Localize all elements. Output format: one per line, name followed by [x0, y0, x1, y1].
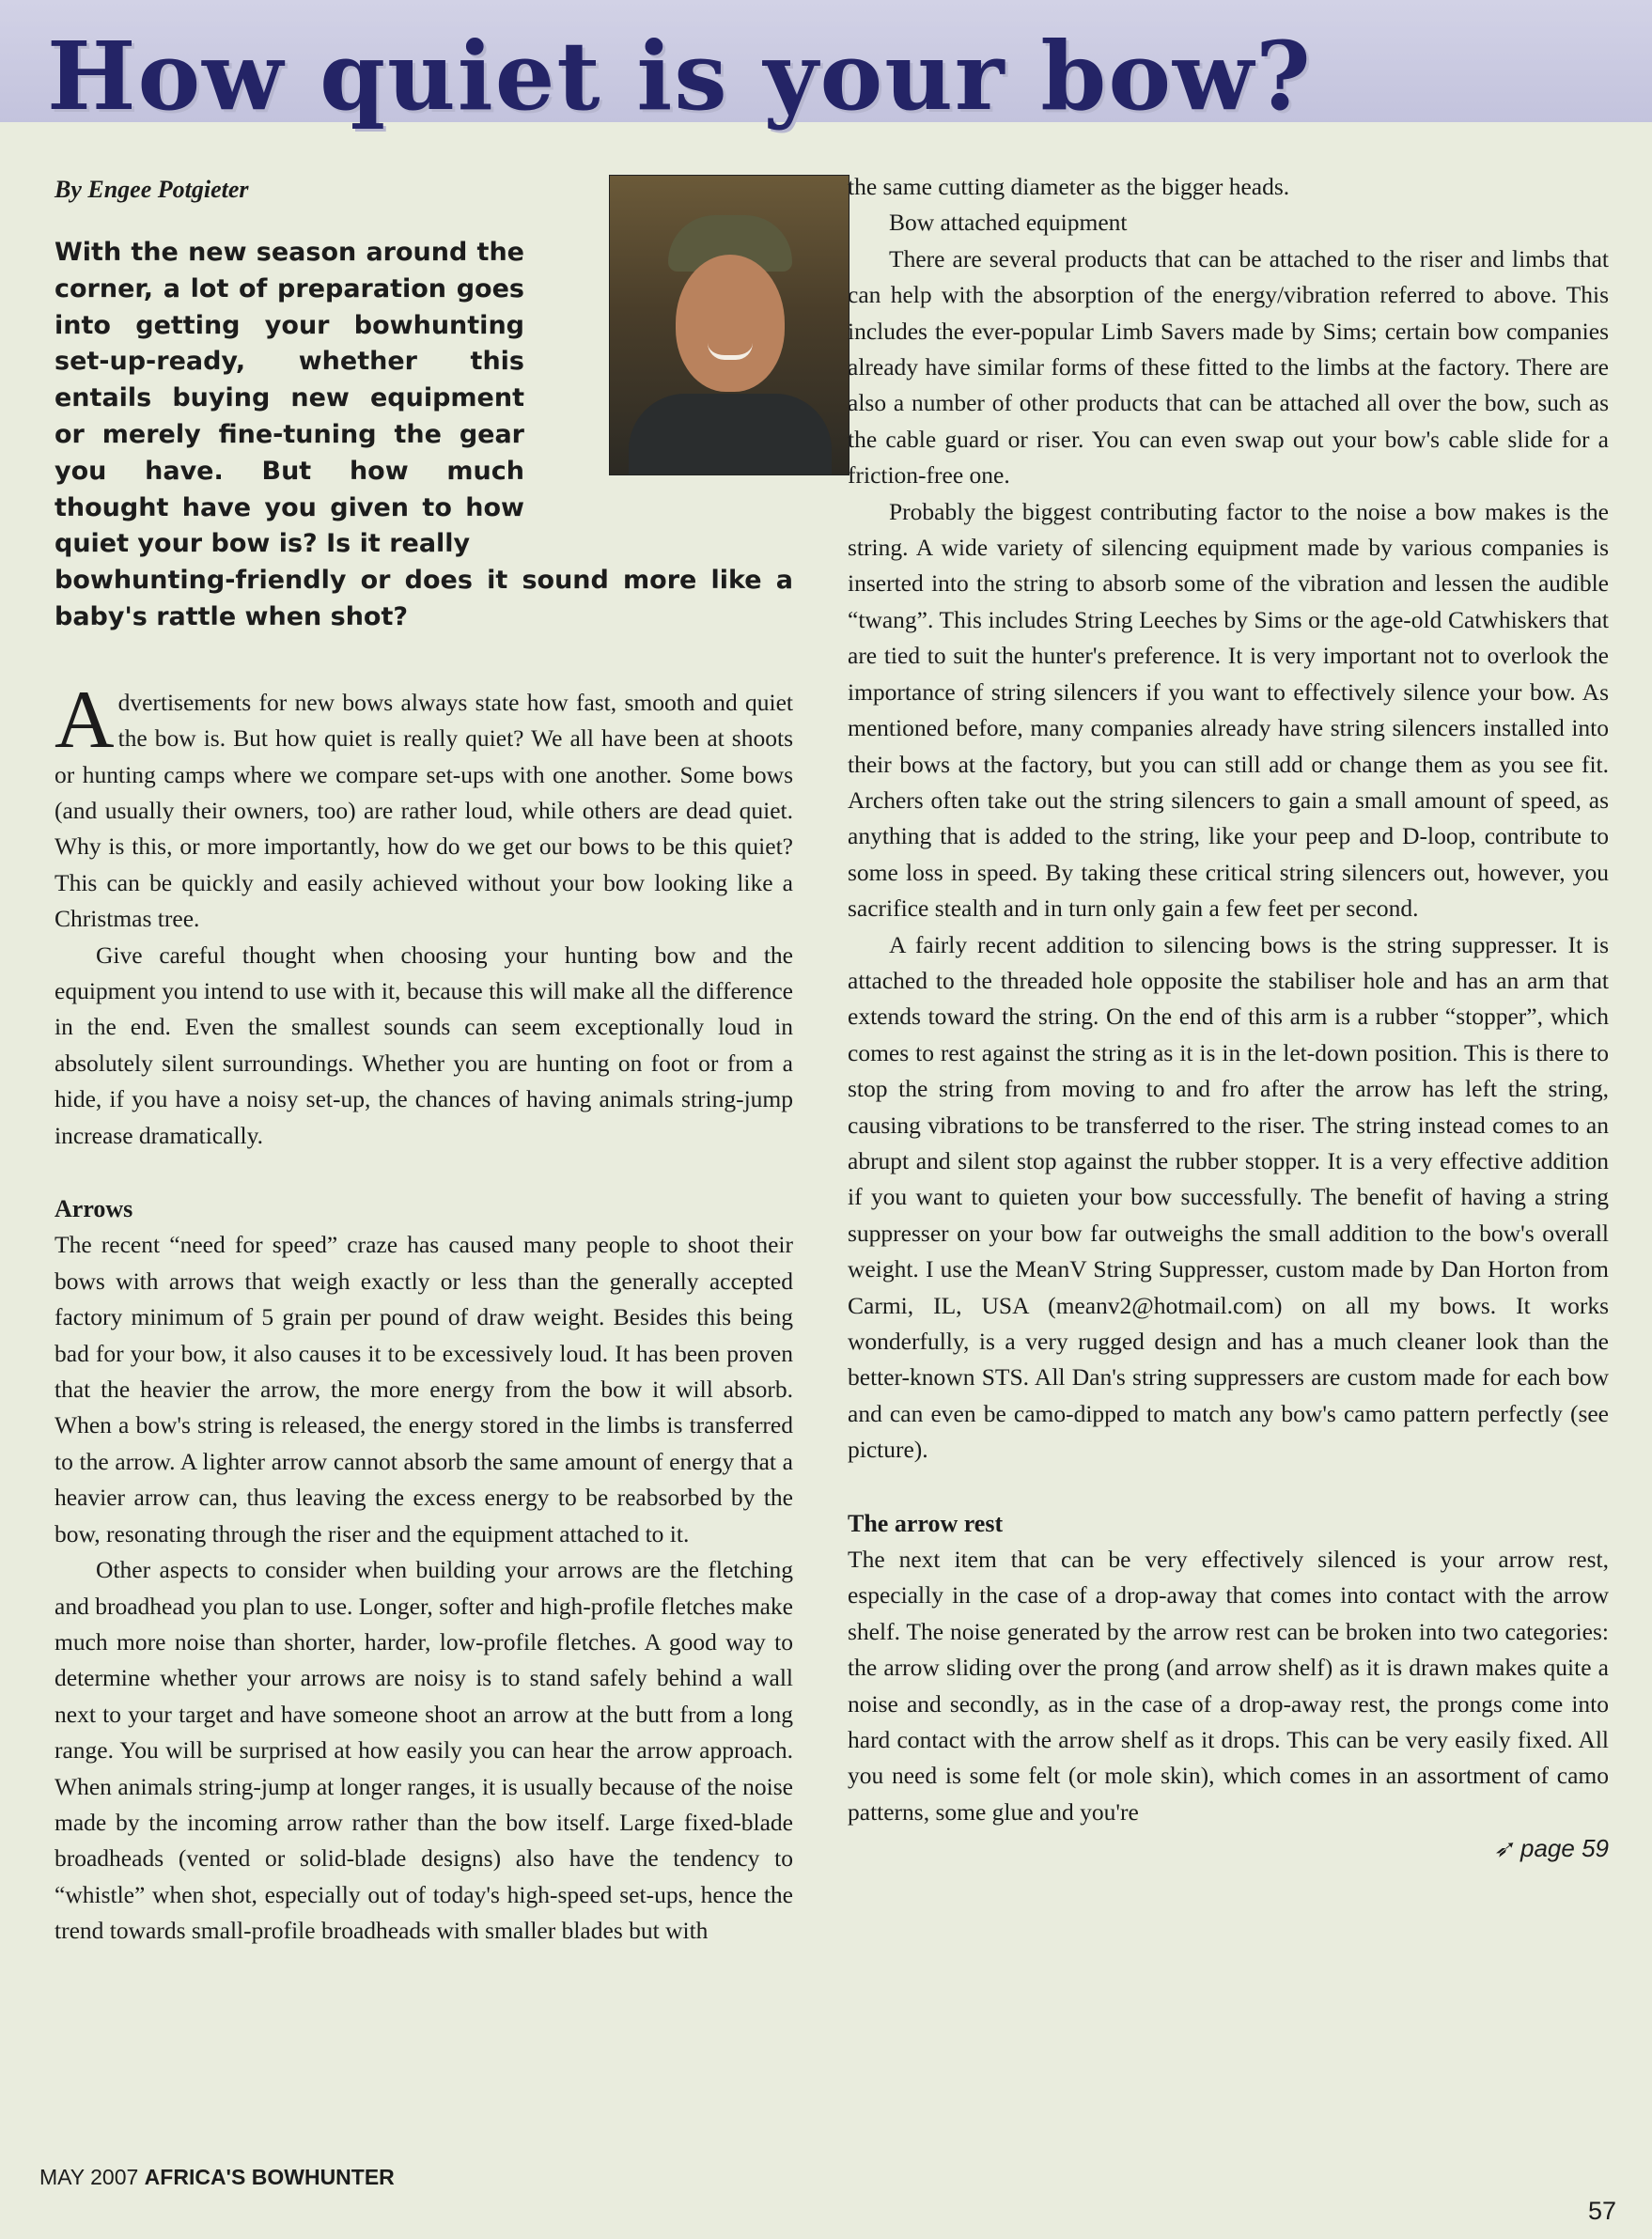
lead-text-wide: bowhunting-friendly or does it sound more like a baby's rattle when shot?	[55, 566, 793, 631]
paragraph-arrow-rest: The next item that can be very effectively silenced is your arrow rest, especially in the case of a drop-away that comes into contact with the arrow shelf. The noise generated by the arrow rest can be broken into two categories: the arrow sliding over the prong (and arrow shelf) as it is drawn makes quite a noise and secondly, as in the case of a drop-away rest, the prongs come into hard contact with the arrow shelf as it drops. This can be very easily fixed. All you need is some felt (or mole skin), which comes in an assortment of camo patterns, some glue and you're	[848, 1546, 1609, 1826]
paragraph-equipment-choice: Give careful thought when choosing your hunting bow and the equipment you intend to use with it, because this will make all the difference in the end. Even the smallest sounds can seem exceptionally loud in absolutely silent surroundings. Whether you are hunting on foot or from a hide, if you have a noisy set-up, the chances of having animals string-jump increase dramatically.	[55, 941, 793, 1149]
paragraph-string-suppresser: A fairly recent addition to silencing bows is the string suppresser. It is attached to the threaded hole opposite the stabiliser hole and has an arm that extends toward the string. On the end of this arm is a rubber “stopper”, which comes to rest against the string as it is in the let-down position. This is there to stop the string from moving to and fro after the arrow has left the string, causing vibrations to be transferred to the riser. The string instead comes to an abrupt and silent stop against the rubber stopper. It is a very effective addition if you want to quieten your bow successfully. The benefit of having a string suppresser on your bow far outweighs the small addition to the bow's overall weight. I use the MeanV String Suppresser, custom made by Dan Horton from Carmi, IL, USA (meanv2@hotmail.com) on all my bows. It works wonderfully, is a very rugged design and has a much cleaner look than the better-known STS. All Dan's string suppressers are custom made for each bow and can even be camo-dipped to match any bow's camo pattern perfectly (see picture).	[848, 930, 1609, 1464]
paragraph-attached-products: There are several products that can be attached to the riser and limbs that can help with the absorption of the energy/vibration referred to above. This includes the ever-popular Limb Savers made by Sims; certain bow companies already have similar forms of these fitted to the limbs at the factory. There are also a number of other products that can be attached all over the bow, such as the cable guard or riser. You can even swap out your bow's cable slide for a friction-free one.	[848, 244, 1609, 490]
arrow-icon: ➶	[1493, 1834, 1521, 1863]
author-photo	[609, 175, 849, 475]
continued-on-page	[848, 1830, 1609, 1866]
paragraph-intro	[55, 674, 793, 938]
right-column	[848, 169, 1609, 1866]
paragraph-string-silencers: Probably the biggest contributing factor to the noise a bow makes is the string. A wide variety of silencing equipment made by various companies is inserted into the string to absorb some of the vibration and lessen the audible “twang”. This includes String Leeches by Sims or the age-old Catwhiskers that are tied to suit the hunter's preference. It is very important not to overlook the importance of string silencers if you want to effectively silence your bow. As mentioned before, many companies already have string silencers installed into their bows at the factory, but you can still add or change them as you see fit. Archers often take out the string silencers to gain a small amount of speed, as anything that is added to the string, like your peep and D-loop, contribute to some loss in speed. By taking these critical string silencers out, however, you sacrifice stealth and in turn only gain a few feet per second.	[848, 497, 1609, 923]
line-bow-attached-equipment: Bow attached equipment	[889, 209, 1128, 237]
paragraph-intro-text: dvertisements for new bows always state how fast, smooth and quiet the bow is. But how quiet is really quiet? We all have been at shoots or hunting camps where we compare set-ups with one another. Some bows (and usually their owners, too) are rather loud, while others are dead quiet. Why is this, or more importantly, how do we get our bows to be this quiet? This can be quickly and easily achieved without your bow looking like a Christmas tree.	[55, 688, 793, 933]
continued-page-label: page 59	[1520, 1834, 1609, 1863]
magazine-name: AFRICA'S BOWHUNTER	[144, 2165, 395, 2189]
face-shape	[676, 255, 785, 392]
paragraph-arrow-weight: The recent “need for speed” craze has caused many people to shoot their bows with arrows that weigh exactly or less than the generally accepted factory minimum of 5 grain per pound of draw weight. Besides this being bad for your bow, it also causes it to be excessively loud. It has been proven that the heavier the arrow, the more energy from the bow it will absorb. When a bow's string is released, the energy stored in the limbs is transferred to the arrow. A lighter arrow cannot absorb the same amount of energy that a heavier arrow can, thus leaving the excess energy to be reabsorbed by the bow, resonating through the riser and the equipment attached to it.	[55, 1231, 793, 1547]
drop-cap: A	[55, 674, 115, 766]
heading-arrow-rest: The arrow rest	[848, 1509, 1004, 1537]
article-headline: How quiet is your bow?	[47, 21, 1313, 132]
paragraph-continued: the same cutting diameter as the bigger heads.	[848, 173, 1290, 200]
shirt-shape	[629, 394, 832, 475]
paragraph-fletching: Other aspects to consider when building your arrows are the fletching and broadhead you plan to use. Longer, softer and high-profile fletches make much more noise than shorter, harder, low-profile fletches. A good way to determine whether your arrows are noisy is to stand safely behind a wall next to your target and have someone shoot an arrow at the butt from a long range. You will be surprised at how easily you can hear the arrow approach. When animals string-jump at longer ranges, it is usually because of the noise made by the incoming arrow rather than the bow itself. Large fixed-blade broadheads (vented or solid-blade designs) also have the tendency to “whistle” when shot, especially out of today's high-speed set-ups, hence the trend towards small-profile broadheads with smaller blades but with	[55, 1556, 793, 1945]
author-byline: By Engee Potgieter	[55, 176, 249, 203]
lead-text-narrow: With the new season around the corner, a lot of preparation goes into getting your bowhunting set-up-ready, whether this entails buying new equipment or merely fine-tuning the gear you have. But how much thought have you given to how quiet your bow is? Is it really	[55, 238, 524, 559]
left-column	[55, 169, 793, 1950]
page-number: 57	[1587, 2197, 1616, 2225]
heading-arrows: Arrows	[55, 1195, 133, 1223]
issue-date: MAY 2007	[39, 2165, 139, 2189]
page-footer	[39, 2165, 395, 2190]
